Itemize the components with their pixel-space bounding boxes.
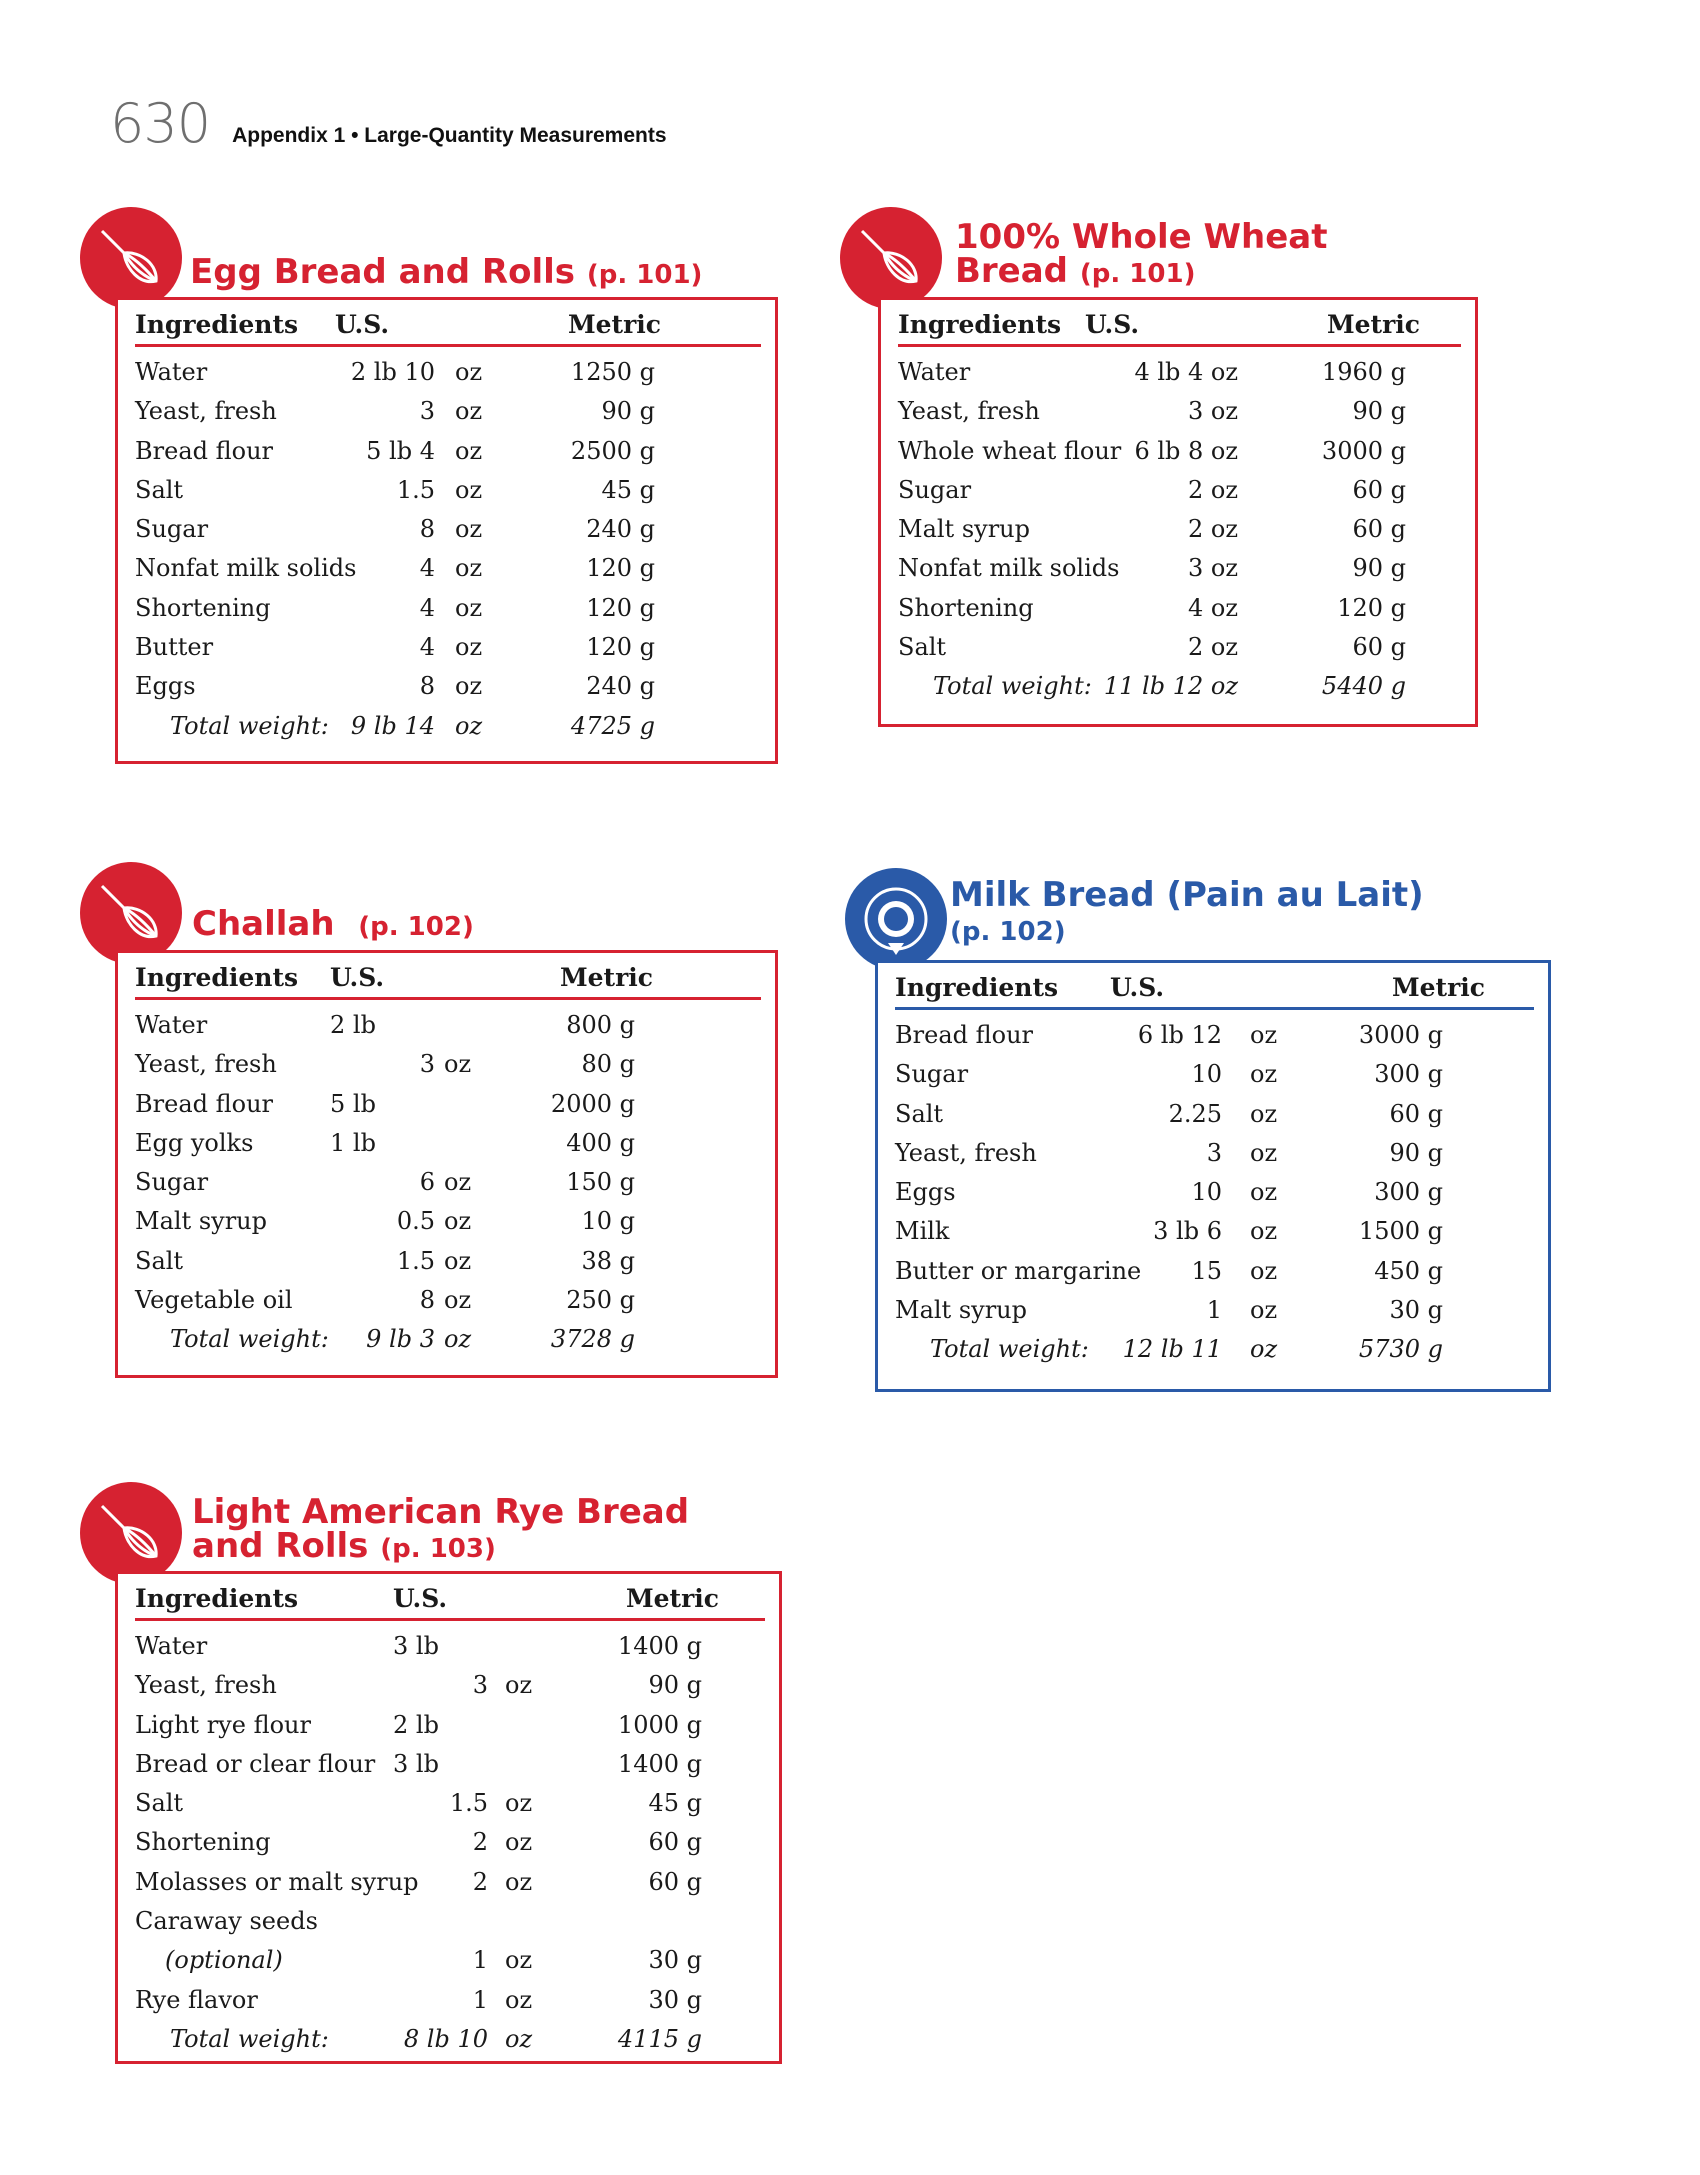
table-row [895,1213,1534,1252]
us-unit: oz [505,1789,533,1818]
us-amount: 2 lb [393,1710,439,1739]
metric-amount: 90 g [1352,397,1406,426]
total-us-amount: 9 lb 14 [350,711,435,740]
us-amount: 10 [1191,1060,1222,1089]
metric-amount: 30 g [648,1985,702,2014]
us-unit: oz [1250,1178,1278,1207]
us-unit: oz [455,593,483,622]
ingredient-name: (optional) [165,1946,283,1975]
us-amount: 6 lb 8 oz [1134,436,1238,465]
total-label: Total weight: [933,672,1092,701]
us-amount: 1.5 [449,1789,488,1818]
table-row [135,1942,765,1981]
recipe-table-box [878,297,1478,727]
us-amount: 1 [1206,1296,1222,1325]
column-header-metric: Metric [1391,973,1485,1002]
ingredient-name: Salt [135,475,184,504]
table-row [135,1864,765,1903]
us-unit: oz [455,475,483,504]
us-amount: 8 [419,515,435,544]
recipe-table-box [875,960,1551,1392]
ingredient-name: Nonfat milk solids [898,554,1120,583]
us-amount: 2 oz [1188,475,1238,504]
recipe-table-box [115,950,778,1378]
table-row [135,1243,761,1282]
ingredient-name: Caraway seeds [135,1907,318,1936]
ingredient-name: Yeast, fresh [898,397,1040,426]
ingredient-name: Yeast, fresh [135,397,277,426]
table-row [135,1164,761,1203]
table-row [898,472,1461,511]
metric-amount: 1500 g [1358,1217,1443,1246]
us-unit: oz [1250,1099,1278,1128]
us-amount: 6 lb 12 [1137,1021,1222,1049]
table-row [135,1628,765,1667]
us-unit: oz [444,1168,472,1197]
table-row [898,354,1461,393]
metric-amount: 150 g [566,1168,635,1197]
us-unit: oz [444,1246,472,1275]
total-metric-amount: 4725 g [570,711,655,740]
us-unit: oz [455,554,483,583]
table-row [898,393,1461,432]
us-amount: 2 oz [1188,633,1238,662]
us-unit: oz [444,1207,472,1236]
ingredient-name: Rye flavor [135,1985,258,2014]
table-row [135,1086,761,1125]
ingredient-name: Milk [895,1217,950,1246]
metric-amount: 120 g [586,554,655,583]
metric-amount: 45 g [648,1789,702,1818]
metric-amount: 1250 g [570,358,655,386]
metric-amount: 90 g [601,397,655,426]
us-amount: 3 lb [393,1632,439,1660]
recipe-title: 100% Whole Wheat Bread (p. 101) [955,217,1328,291]
ingredient-name: Egg yolks [135,1128,254,1157]
us-unit: oz [505,1946,533,1975]
ingredient-name: Yeast, fresh [135,1050,277,1079]
ingredient-name: Shortening [135,593,271,622]
recipe-title: Light American Rye Bread and Rolls (p. 103) [192,1492,690,1566]
ingredient-name: Bread flour [895,1021,1033,1049]
header-rule [135,344,761,347]
column-header-us: U.S. [1085,310,1140,339]
us-unit: oz [1250,1217,1278,1246]
table-row [895,1253,1534,1292]
metric-amount: 1400 g [617,1632,702,1660]
column-header-us: U.S. [1110,973,1165,1002]
us-amount: 4 [419,593,435,622]
us-amount: 3 [472,1671,488,1700]
ingredient-name: Whole wheat flour [898,436,1122,465]
table-row [135,1667,765,1706]
us-amount: 3 lb 6 [1153,1217,1222,1246]
table-row [898,590,1461,629]
table-row [135,550,761,589]
total-us-unit: oz [444,1325,472,1354]
ingredient-name: Eggs [135,672,196,701]
whisk-icon [840,207,942,309]
metric-amount: 1400 g [617,1749,702,1778]
metric-amount: 1960 g [1321,358,1406,386]
table-row [135,1046,761,1085]
ingredient-name: Malt syrup [135,1207,267,1236]
table-row [895,1135,1534,1174]
table-row [898,629,1461,668]
total-metric-amount: 5730 g [1358,1335,1443,1364]
ingredient-name: Sugar [135,515,209,544]
total-us-amount: 9 lb 3 [366,1325,435,1354]
table-row [135,590,761,629]
table-row [135,1125,761,1164]
us-amount: 3 lb [393,1749,439,1778]
ingredient-name: Malt syrup [895,1296,1027,1325]
table-row [898,550,1461,589]
ingredient-name: Yeast, fresh [135,1671,277,1700]
ingredient-name: Shortening [898,593,1034,622]
total-row [135,708,761,747]
us-amount: 8 [419,672,435,701]
total-label: Total weight: [170,2024,329,2053]
column-header-ingredients: Ingredients [135,1584,299,1613]
recipe-title: Milk Bread (Pain au Lait) (p. 102) [950,875,1424,947]
ingredient-name: Butter [135,633,214,662]
ingredient-name: Salt [898,633,947,662]
us-unit: oz [1250,1138,1278,1167]
metric-amount: 90 g [1389,1138,1443,1167]
recipe-table-box [115,297,778,764]
us-unit: oz [455,436,483,465]
metric-amount: 300 g [1374,1060,1443,1089]
column-header-metric: Metric [567,310,661,339]
us-unit: oz [455,358,483,386]
table-row [898,511,1461,550]
ingredient-name: Yeast, fresh [895,1138,1037,1167]
table-header [895,969,1534,1005]
column-header-ingredients: Ingredients [135,963,299,992]
us-unit: oz [505,1671,533,1700]
metric-amount: 1000 g [617,1710,702,1739]
us-amount: 2 [472,1867,488,1896]
metric-amount: 120 g [1337,593,1406,622]
table-row [135,1746,765,1785]
us-amount: 6 [419,1168,435,1197]
table-row [895,1292,1534,1331]
table-row [135,629,761,668]
metric-amount: 60 g [1352,633,1406,662]
us-unit: oz [1250,1021,1278,1049]
total-label: Total weight: [930,1335,1089,1364]
metric-amount: 120 g [586,633,655,662]
ingredient-name: Salt [895,1099,944,1128]
running-title: Appendix 1 • Large-Quantity Measurements [232,124,667,147]
metric-amount: 38 g [581,1246,635,1275]
ingredient-name: Bread or clear flour [135,1749,376,1778]
us-unit: oz [455,515,483,544]
us-amount: 4 [419,633,435,662]
ingredient-name: Salt [135,1246,184,1275]
column-header-ingredients: Ingredients [135,310,299,339]
table-row [135,1282,761,1321]
ingredient-name: Bread flour [135,436,273,465]
metric-amount: 10 g [581,1207,635,1236]
us-unit: oz [505,1828,533,1857]
us-amount: 3 [419,1050,435,1079]
metric-amount: 90 g [648,1671,702,1700]
us-amount: 5 lb [330,1089,376,1118]
us-unit: oz [1250,1256,1278,1285]
table-row [895,1174,1534,1213]
ingredient-name: Water [898,358,971,386]
us-unit: oz [444,1286,472,1315]
column-header-ingredients: Ingredients [898,310,1062,339]
cordon-bleu-logo-icon [845,868,947,970]
ingredient-name: Molasses or malt syrup [135,1867,419,1896]
metric-amount: 3000 g [1321,436,1406,465]
total-row [898,668,1461,707]
us-amount: 4 lb 4 oz [1134,358,1238,386]
metric-amount: 30 g [648,1946,702,1975]
total-us-amount: 12 lb 11 [1122,1335,1222,1364]
us-amount: 2.25 [1168,1099,1222,1128]
us-unit: oz [505,1867,533,1896]
table-header [135,1580,765,1616]
total-row [895,1331,1534,1370]
ingredient-name: Water [135,1011,208,1039]
metric-amount: 240 g [586,515,655,544]
us-amount: 5 lb 4 [366,436,435,465]
metric-amount: 60 g [1352,515,1406,544]
table-row [135,1903,765,1942]
total-us-unit: oz [1250,1335,1278,1364]
metric-amount: 80 g [581,1050,635,1079]
total-row [135,1321,761,1360]
us-amount: 0.5 [396,1207,435,1236]
ingredient-name: Salt [135,1789,184,1818]
header-rule [895,1007,1534,1010]
table-row [135,1203,761,1242]
total-us-unit: oz [505,2024,533,2053]
table-row [135,393,761,432]
us-amount: 1 [472,1946,488,1975]
us-amount: 3 [419,397,435,426]
ingredient-name: Sugar [898,475,972,504]
table-row [135,1785,765,1824]
table-row [135,511,761,550]
metric-amount: 3000 g [1358,1021,1443,1049]
table-row [895,1056,1534,1095]
table-row [895,1017,1534,1056]
page-number: 630 [110,92,211,155]
us-amount: 1.5 [396,1246,435,1275]
metric-amount: 60 g [1352,475,1406,504]
us-unit: oz [455,633,483,662]
us-amount: 1 lb [330,1128,376,1157]
total-row [135,2021,765,2060]
whisk-icon [80,1482,182,1584]
us-amount: 8 [419,1286,435,1315]
metric-amount: 45 g [601,475,655,504]
ingredient-name: Eggs [895,1178,956,1207]
total-label: Total weight: [170,1325,329,1354]
ingredient-name: Nonfat milk solids [135,554,357,583]
table-row [135,472,761,511]
recipe-table-box [115,1571,782,2064]
table-row [135,1007,761,1046]
ingredient-name: Bread flour [135,1089,273,1118]
column-header-us: U.S. [335,310,390,339]
us-unit: oz [1250,1296,1278,1325]
us-amount: 2 oz [1188,515,1238,544]
us-amount: 3 oz [1188,554,1238,583]
metric-amount: 60 g [648,1828,702,1857]
total-us-unit: oz [455,711,483,740]
metric-amount: 60 g [648,1867,702,1896]
metric-amount: 800 g [566,1011,635,1039]
us-unit: oz [1250,1060,1278,1089]
metric-amount: 60 g [1389,1099,1443,1128]
table-row [135,1707,765,1746]
us-amount: 3 oz [1188,397,1238,426]
metric-amount: 450 g [1374,1256,1443,1285]
ingredient-name: Light rye flour [135,1710,311,1739]
recipe-title: Challah (p. 102) [192,904,474,944]
column-header-us: U.S. [393,1584,448,1613]
whisk-icon [80,862,182,964]
total-metric-amount: 5440 g [1321,672,1406,701]
us-unit: oz [505,1985,533,2014]
metric-amount: 2500 g [570,436,655,465]
ingredient-name: Sugar [895,1060,969,1089]
recipe-title: Egg Bread and Rolls (p. 101) [190,252,703,292]
table-row [135,1982,765,2021]
metric-amount: 120 g [586,593,655,622]
table-row [135,354,761,393]
header-rule [898,344,1461,347]
table-header [135,959,761,995]
us-amount: 4 [419,554,435,583]
column-header-us: U.S. [330,963,385,992]
total-us-amount: 11 lb 12 oz [1103,672,1238,701]
total-metric-amount: 3728 g [550,1325,635,1354]
us-amount: 1.5 [396,475,435,504]
table-row [898,433,1461,472]
metric-amount: 90 g [1352,554,1406,583]
us-amount: 4 oz [1188,593,1238,622]
us-amount: 1 [472,1985,488,2014]
table-row [135,668,761,707]
total-metric-amount: 4115 g [617,2024,702,2053]
ingredient-name: Water [135,358,208,386]
table-header [135,306,761,342]
us-amount: 2 lb 10 [350,358,435,386]
us-unit: oz [444,1050,472,1079]
column-header-metric: Metric [625,1584,719,1613]
ingredient-name: Water [135,1632,208,1660]
header-rule [135,1618,765,1621]
ingredient-name: Butter or margarine [895,1256,1142,1285]
metric-amount: 250 g [566,1286,635,1315]
column-header-metric: Metric [559,963,653,992]
ingredient-name: Shortening [135,1828,271,1857]
metric-amount: 400 g [566,1128,635,1157]
us-amount: 2 [472,1828,488,1857]
header-rule [135,997,761,1000]
table-header [898,306,1461,342]
metric-amount: 300 g [1374,1178,1443,1207]
column-header-ingredients: Ingredients [895,973,1059,1002]
column-header-metric: Metric [1326,310,1420,339]
metric-amount: 30 g [1389,1296,1443,1325]
us-amount: 2 lb [330,1011,376,1039]
table-row [135,433,761,472]
us-amount: 10 [1191,1178,1222,1207]
page-header [110,92,667,155]
table-row [895,1096,1534,1135]
ingredient-name: Malt syrup [898,515,1030,544]
total-us-amount: 8 lb 10 [403,2024,488,2053]
us-amount: 15 [1191,1256,1222,1285]
ingredient-name: Sugar [135,1168,209,1197]
table-row [135,1824,765,1863]
us-amount: 3 [1206,1138,1222,1167]
us-unit: oz [455,397,483,426]
whisk-icon [80,207,182,309]
metric-amount: 2000 g [550,1089,635,1118]
total-label: Total weight: [170,711,329,740]
metric-amount: 240 g [586,672,655,701]
ingredient-name: Vegetable oil [135,1286,293,1315]
us-unit: oz [455,672,483,701]
